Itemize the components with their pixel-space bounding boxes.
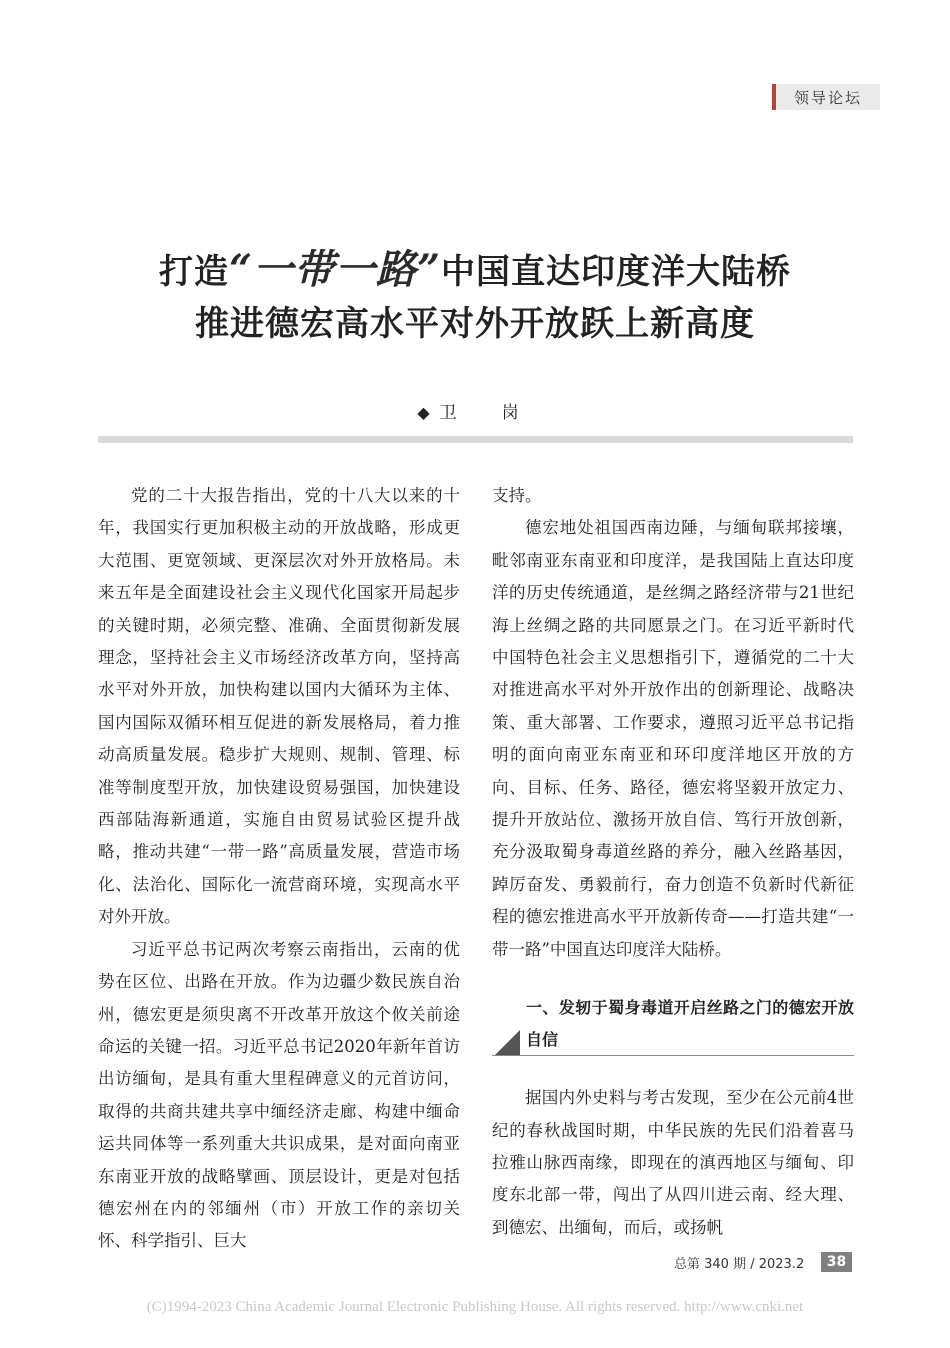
- author-name: 卫 岗: [439, 403, 533, 423]
- left-column: [98, 480, 460, 1258]
- copyright-watermark: (C)1994-2023 China Academic Journal Electronic Publishing House. All rights reserved. http://www.cnki.net: [146, 1299, 804, 1315]
- author-line: [0, 398, 950, 423]
- page-number: 38: [821, 1252, 852, 1272]
- triangle-icon: [494, 1030, 520, 1056]
- header-divider: [98, 436, 853, 443]
- issue-info: 总第 340 期 / 2023.2: [674, 1257, 805, 1272]
- paragraph: 习近平总书记两次考察云南指出，云南的优势在区位、出路在开放。作为边疆少数民族自治州，德宏更是须臾离不开改革开放这个攸关前途命运的关键一招。习近平总书记2020年新年首访出访缅甸，是具有重大里程碑意义的元首访问，取得的共商共建共享中缅经济走廊、构建中缅命运共同体等一系列重大共识成果，是对面向南亚东南亚开放的战略擘画、顶层设计，更是对包括德宏州在内的邻缅州（市）开放工作的亲切关怀、科学指引、巨大: [98, 939, 460, 1251]
- column-tag: 领导论坛: [772, 84, 880, 110]
- right-column: [492, 480, 854, 1244]
- title-prefix: 打造: [158, 252, 229, 292]
- section-heading-text: 一、发轫于蜀身毒道开启丝路之门的德宏开放自信: [526, 998, 854, 1050]
- article-title-line-1: [0, 238, 950, 295]
- title-suffix: 中国直达印度洋大陆桥: [441, 252, 791, 292]
- paragraph: 德宏地处祖国西南边陲，与缅甸联邦接壤，毗邻南亚东南亚和印度洋，是我国陆上直达印度洋的历史传统通道，是丝绸之路经济带与21世纪海上丝绸之路的共同愿景之门。在习近平新时代中国特色社会主义思想指引下，遵循党的二十大对推进高水平对外开放作出的创新理论、战略决策、重大部署、工作要求，遵照习近平总书记指明的面向南亚东南亚和环印度洋地区开放的方向、目标、任务、路径，德宏将坚毅开放定力、提升开放站位、激扬开放自信、笃行开放创新，充分汲取蜀身毒道丝路的养分，融入丝路基因，踔厉奋发、勇毅前行，奋力创造不负新时代新征程的德宏推进高水平开放新传奇——打造共建“一带一路”中国直达印度洋大陆桥。: [492, 518, 854, 959]
- diamond-icon: ◆: [417, 403, 440, 422]
- article-title-line-2: 推进德宏高水平对外开放跃上新高度: [195, 304, 755, 344]
- section-heading: [492, 988, 854, 1056]
- section-underline: [492, 1055, 854, 1056]
- paragraph: 据国内外史料与考古发现，至少在公元前4世纪的春秋战国时期，中华民族的先民们沿着喜马拉雅山脉西南缘，即现在的滇西地区与缅甸、印度东北部一带，闯出了从四川进云南、经大理、到德宏、出缅甸，而后，或扬帆: [492, 1088, 854, 1237]
- paragraph-continuation: 支持。: [492, 486, 542, 505]
- paragraph: 党的二十大报告指出，党的十八大以来的十年，我国实行更加积极主动的开放战略，形成更大范围、更宽领域、更深层次对外开放格局。未来五年是全面建设社会主义现代化国家开局起步的关键时期，必须完整、准确、全面贯彻新发展理念，坚持社会主义市场经济改革方向，坚持高水平对外开放，加快构建以国内大循环为主体、国内国际双循环相互促进的新发展格局，着力推动高质量发展。稳步扩大规则、规制、管理、标准等制度型开放，加快建设贸易强国，加快建设西部陆海新通道，实施自由贸易试验区提升战略，推动共建“一带一路”高质量发展，营造市场化、法治化、国际化一流营商环境，实现高水平对外开放。: [98, 486, 460, 927]
- title-brush-calligraphy: “一带一路”: [228, 246, 441, 293]
